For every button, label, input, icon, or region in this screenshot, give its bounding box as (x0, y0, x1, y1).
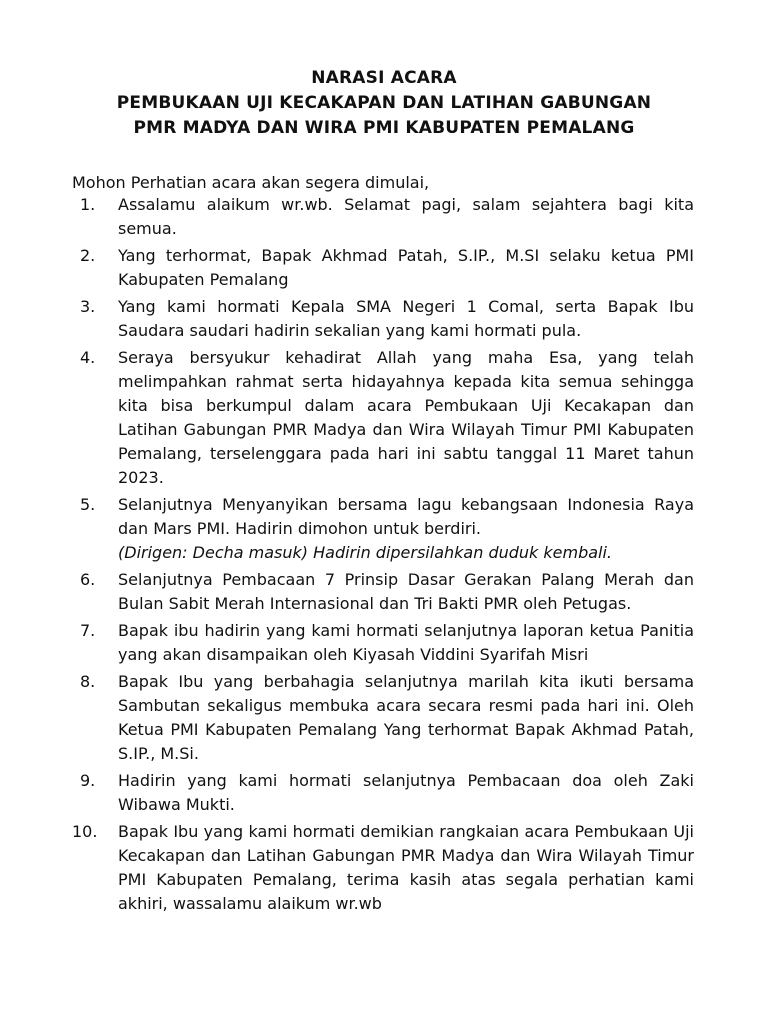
list-item (72, 244, 694, 292)
item-text: Yang terhormat, Bapak Akhmad Patah, S.IP., M.SI selaku ketua PMI Kabupaten Pemalang (118, 246, 694, 289)
item-text: Selanjutnya Pembacaan 7 Prinsip Dasar Gerakan Palang Merah dan Bulan Sabit Merah Internasional dan Tri Bakti PMR oleh Petugas. (118, 570, 694, 613)
list-item (72, 670, 694, 766)
item-note: (Dirigen: Decha masuk) Hadirin dipersilahkan duduk kembali. (118, 543, 613, 562)
item-text: Yang kami hormati Kepala SMA Negeri 1 Comal, serta Bapak Ibu Saudara saudari hadirin sekalian yang kami hormati pula. (118, 297, 694, 340)
item-number: 10. (72, 822, 98, 841)
list-item (72, 820, 694, 916)
list-item (72, 193, 694, 241)
item-number: 2. (80, 246, 96, 265)
item-number: 5. (80, 495, 96, 514)
item-number: 1. (80, 195, 96, 214)
item-number: 6. (80, 570, 96, 589)
list-item (72, 295, 694, 343)
item-number: 3. (80, 297, 96, 316)
list-item (72, 769, 694, 817)
title-line: PMR MADYA DAN WIRA PMI KABUPATEN PEMALANG (133, 118, 635, 138)
list-item (72, 493, 694, 565)
intro-text: Mohon Perhatian acara akan segera dimulai, (72, 173, 430, 192)
item-number: 4. (80, 348, 96, 367)
title-line: NARASI ACARA (311, 68, 457, 88)
document-title (0, 66, 768, 141)
list-item (72, 568, 694, 616)
item-text: Seraya bersyukur kehadirat Allah yang maha Esa, yang telah melimpahkan rahmat serta hidayahnya kepada kita semua sehingga kita bisa berkumpul dalam acara Pembukaan Uji Kecakapan dan Latihan Gabungan PMR Madya dan Wira Wilayah Timur PMI Kabupaten Pemalang, terselenggara pada hari ini sabtu tanggal 11 Maret tahun 2023. (118, 348, 694, 487)
item-number: 7. (80, 621, 96, 640)
item-text: Hadirin yang kami hormati selanjutnya Pembacaan doa oleh Zaki Wibawa Mukti. (118, 771, 694, 814)
list-item (72, 619, 694, 667)
item-text: Bapak ibu hadirin yang kami hormati selanjutnya laporan ketua Panitia yang akan disampaikan oleh Kiyasah Viddini Syarifah Misri (118, 621, 694, 664)
agenda-list (72, 193, 694, 919)
list-item (72, 346, 694, 490)
title-line: PEMBUKAAN UJI KECAKAPAN DAN LATIHAN GABUNGAN (116, 93, 652, 113)
item-text: Bapak Ibu yang kami hormati demikian rangkaian acara Pembukaan Uji Kecakapan dan Latihan Gabungan PMR Madya dan Wira Wilayah Timur PMI Kabupaten Pemalang, terima kasih atas segala perhatian kami akhiri, wassalamu alaikum wr.wb (118, 822, 694, 913)
item-text: Selanjutnya Menyanyikan bersama lagu kebangsaan Indonesia Raya dan Mars PMI. Hadirin dimohon untuk berdiri. (118, 495, 694, 538)
item-number: 9. (80, 771, 96, 790)
item-text: Bapak Ibu yang berbahagia selanjutnya marilah kita ikuti bersama Sambutan sekaligus membuka acara secara resmi pada hari ini. Oleh Ketua PMI Kabupaten Pemalang Yang terhormat Bapak Akhmad Patah, S.IP., M.Si. (118, 672, 694, 763)
item-text: Assalamu alaikum wr.wb. Selamat pagi, salam sejahtera bagi kita semua. (118, 195, 694, 238)
item-number: 8. (80, 672, 96, 691)
